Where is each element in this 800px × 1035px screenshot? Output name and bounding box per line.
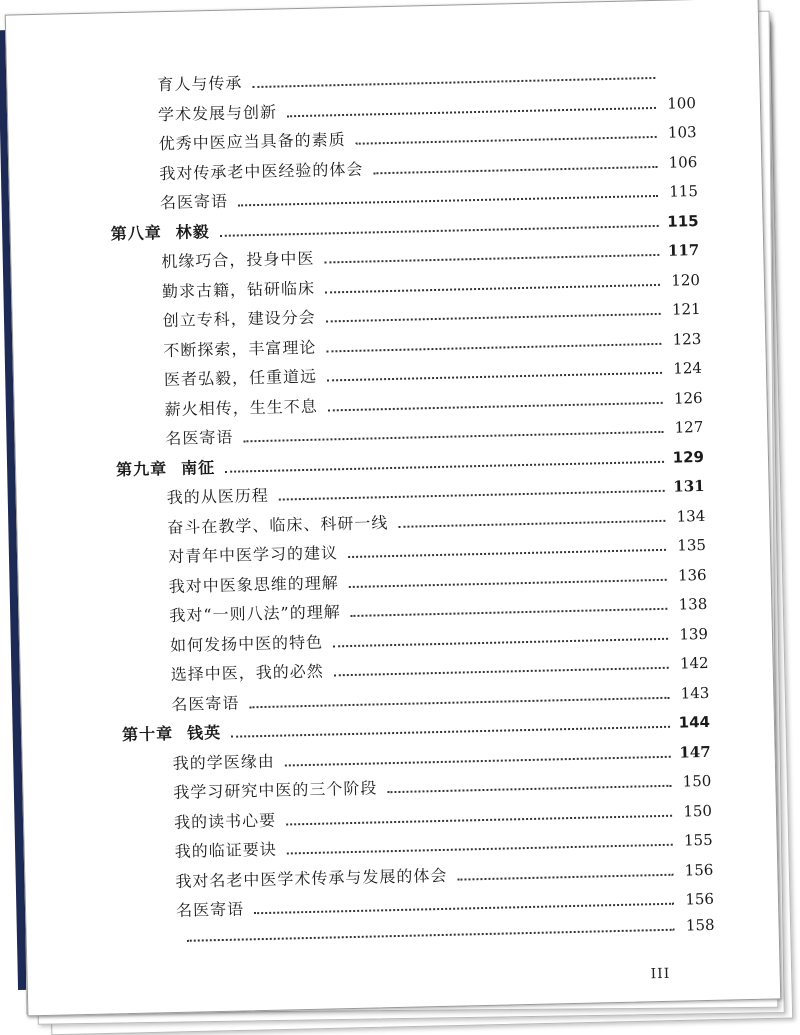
dot-leader (356, 135, 657, 145)
entry-title: 不断探索，丰富理论 (163, 337, 317, 360)
dot-leader (279, 489, 665, 501)
chapter-number: 第八章 (110, 222, 162, 243)
page-number: 138 (678, 594, 708, 614)
page-number: 135 (677, 535, 707, 555)
dot-leader (326, 312, 661, 323)
chapter-number: 第九章 (115, 458, 168, 479)
page-number: 100 (667, 93, 697, 113)
page-number: 115 (667, 211, 699, 231)
entry-title: 育人与传承 (157, 73, 243, 95)
chapter-title: 南征 (180, 457, 216, 478)
page-number: 129 (672, 447, 705, 467)
toc-page (5, 0, 782, 1016)
chapter-title: 钱英 (186, 722, 222, 743)
page-number: 126 (673, 388, 703, 408)
dot-leader (285, 754, 671, 766)
entry-title: 奋斗在教学、临床、科研一线 (167, 512, 389, 537)
entry-title: 创立专科，建设分会 (162, 307, 316, 331)
entry-title: 如何发扬中医的特色 (169, 632, 324, 655)
entry-title: 我学习研究中医的三个阶段 (173, 778, 378, 803)
page-number: 156 (685, 889, 715, 909)
page-folio: III (650, 965, 671, 983)
page-number: 106 (668, 152, 698, 172)
dot-leader (387, 784, 671, 793)
dot-leader (249, 695, 669, 708)
entry-title: 对青年中医学习的建议 (167, 543, 339, 567)
page-number: 156 (684, 860, 714, 879)
page-number: 142 (679, 653, 709, 673)
entry-title: 优秀中医应当具备的素质 (158, 129, 346, 154)
page-number: 155 (683, 830, 713, 850)
dot-leader (252, 76, 655, 88)
dot-leader (243, 430, 663, 443)
page-number: 139 (679, 624, 709, 644)
dot-leader (286, 813, 672, 825)
dot-leader (349, 577, 667, 587)
entry-title: 名医寄语 (175, 899, 245, 921)
page-number: 103 (667, 123, 697, 142)
entry-title: 学术发展与创新 (157, 102, 278, 124)
dot-leader (254, 902, 674, 915)
page-number: 144 (678, 712, 711, 732)
dot-leader (334, 666, 669, 677)
dot-leader (351, 607, 668, 617)
entry-title: 我的从医历程 (166, 485, 269, 508)
entry-title: 我对名老中医学术传承与发展的体会 (175, 865, 448, 891)
entry-title: 我的学医缘由 (172, 751, 275, 773)
page-number: 147 (679, 742, 711, 762)
entry-title: 我的读书心要 (173, 810, 277, 832)
entry-title: 勤求古籍，钻研临床 (161, 278, 316, 301)
page-number: 143 (680, 683, 710, 703)
page-number: 120 (671, 270, 701, 290)
page-number: 115 (669, 182, 699, 201)
entry-title: 机缘巧合，投身中医 (161, 248, 315, 272)
page-number: 150 (683, 801, 713, 820)
page-number: 134 (676, 506, 706, 526)
dot-leader (398, 518, 665, 527)
page-number: 127 (674, 417, 704, 437)
dot-leader (373, 164, 657, 173)
dot-leader (238, 194, 658, 207)
page-number: 124 (673, 358, 703, 378)
entry-title: 名医寄语 (171, 693, 240, 714)
entry-title: 薪火相传，生生不息 (164, 396, 318, 419)
chapter-title: 林毅 (175, 221, 210, 242)
entry-title: 医者弘毅，任重道远 (163, 366, 318, 390)
dot-leader (327, 371, 662, 382)
dot-leader (287, 843, 673, 855)
dot-leader (325, 282, 660, 293)
page-number: 117 (667, 240, 700, 260)
dot-leader (328, 400, 663, 411)
page-number: 131 (673, 476, 705, 496)
dot-leader (287, 105, 656, 116)
dot-leader (225, 459, 664, 472)
entry-title: 我对中医象思维的理解 (168, 572, 339, 596)
entry-title: 我对传承老中医经验的体会 (159, 159, 364, 183)
page-number: 150 (682, 771, 712, 791)
dot-leader (348, 548, 666, 558)
entry-title: 我对“一则八法”的理解 (169, 602, 341, 626)
table-of-contents (6, 0, 780, 1015)
page-number: 136 (677, 565, 707, 585)
page-number (661, 78, 695, 79)
page-number: 123 (672, 329, 702, 349)
entry-title: 名医寄语 (165, 427, 234, 449)
page-number: 121 (671, 299, 701, 319)
dot-leader (324, 253, 659, 264)
entry-title: 我的临证要诀 (174, 839, 277, 862)
dot-leader (231, 725, 670, 738)
chapter-number: 第十章 (121, 724, 174, 745)
dot-leader (457, 872, 673, 880)
entry-title: 选择中医，我的必然 (170, 661, 324, 685)
page-number: 158 (685, 915, 715, 934)
dot-leader (220, 223, 659, 236)
dot-leader (326, 341, 661, 352)
dot-leader (187, 927, 675, 941)
dot-leader (333, 636, 668, 647)
entry-title: 名医寄语 (159, 191, 229, 213)
